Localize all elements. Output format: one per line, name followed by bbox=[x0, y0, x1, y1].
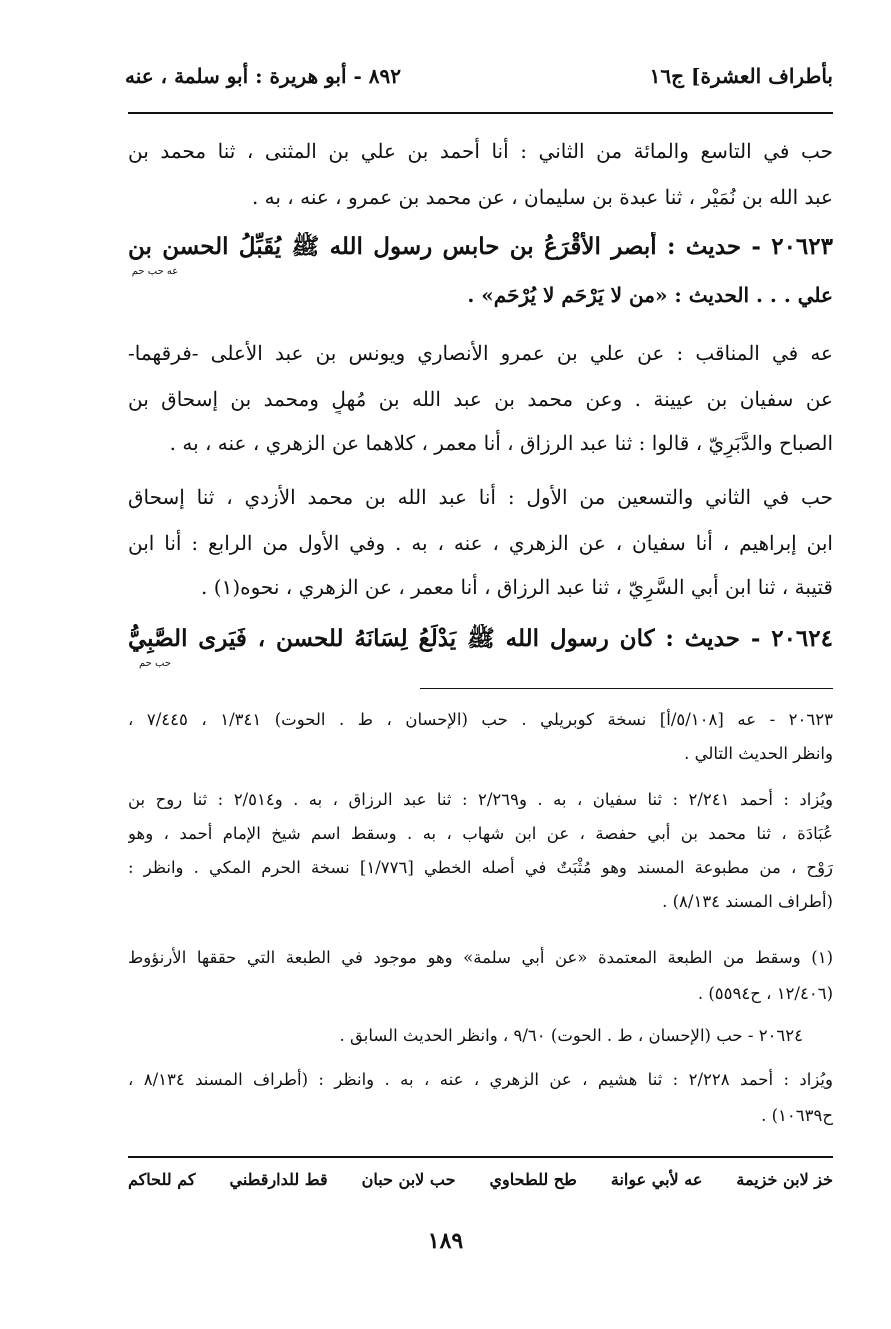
abbreviation-key bbox=[128, 1170, 833, 1189]
abbr-daraqutni: قط للدارقطني bbox=[229, 1170, 328, 1189]
footnote-line: ويُزاد : أحمد ٢/٢٤١ : ثنا سفيان ، به . و٢/٢٦٩ : ثنا عبد الرزاق ، به . و٢/٥١٤ : ثنا روح بن bbox=[128, 790, 833, 809]
abbr-hakim: كم للحاكم bbox=[128, 1170, 196, 1189]
footnote-line: ويُزاد : أحمد ٢/٢٢٨ : ثنا هشيم ، عن الزهري ، عنه ، به . وانظر : (أطراف المسند ٨/١٣٤ ، bbox=[128, 1070, 833, 1089]
body-line: عه في المناقب : عن علي بن عمرو الأنصاري ويونس بن عبد الأعلى -فرقهما- bbox=[128, 341, 833, 365]
body-line: عن سفيان بن عيينة . وعن محمد بن عبد الله بن مُهلٍ ومحمد بن إسحاق بن bbox=[128, 387, 833, 411]
body-line: الصباح والدَّبَرِيّ ، قالوا : ثنا عبد الرزاق ، أنا معمر ، كلاهما عن الزهري ، عنه ، به . bbox=[169, 431, 833, 455]
running-header bbox=[125, 58, 833, 98]
source-sigla: حب حم bbox=[138, 658, 172, 669]
footnote-line: (١٢/٤٠٦ ، ح٥٥٩٤) . bbox=[697, 984, 833, 1003]
body-line: حب في التاسع والمائة من الثاني : أنا أحمد بن علي بن المثنى ، ثنا محمد بن bbox=[128, 139, 833, 163]
body-line: قتيبة ، ثنا ابن أبي السَّرِيّ ، ثنا عبد الرزاق ، أنا معمر ، عن الزهري ، نحوه(١) . bbox=[201, 575, 833, 599]
source-sigla: عه حب حم bbox=[131, 266, 179, 277]
abbr-abu-awana: عه لأبي عوانة bbox=[610, 1170, 703, 1189]
header-book-title: بأطراف العشرة] ج١٦ bbox=[649, 64, 833, 88]
footer-rule bbox=[128, 1156, 833, 1158]
body-line: ابن إبراهيم ، أنا سفيان ، عن الزهري ، عنه ، به . وفي الأول من الرابع : أنا ابن bbox=[128, 531, 833, 555]
footnote-rule bbox=[420, 688, 833, 689]
footnote-line: ٢٠٦٢٣ - عه [٥/١٠٨/أ] نسخة كوبريلي . حب (الإحسان ، ط . الحوت) ١/٣٤١ ، ٧/٤٤٥ ، bbox=[128, 710, 833, 729]
hadith-heading: ٢٠٦٢٤ - حديث : كان رسول الله ﷺ يَدْلَعُ لِسَانَهُ للحسن ، فَيَرى الصَّبِيُّ bbox=[128, 625, 833, 652]
hadith-heading: ٢٠٦٢٣ - حديث : أبصر الأَقْرَعُ بن حابس رسول الله ﷺ يُقَبِّلُ الحسن بن bbox=[128, 233, 833, 260]
footnote-line: وانظر الحديث التالي . bbox=[684, 744, 833, 763]
abbr-ibn-khuzayma: خز لابن خزيمة bbox=[736, 1170, 833, 1189]
abbr-tahawi: طح للطحاوي bbox=[489, 1170, 577, 1189]
page-number: ١٨٩ bbox=[427, 1228, 464, 1254]
body-line: حب في الثاني والتسعين من الأول : أنا عبد الله بن محمد الأزدي ، ثنا إسحاق bbox=[128, 485, 833, 509]
body-line: علي . . . الحديث : «من لا يَرْحَم لا يُرْحَم» . bbox=[467, 283, 833, 307]
header-rule bbox=[128, 112, 833, 114]
abbr-ibn-hibban: حب لابن حبان bbox=[361, 1170, 456, 1189]
footnote-line: (أطراف المسند ٨/١٣٤) . bbox=[662, 892, 833, 911]
header-section: ٨٩٢ - أبو هريرة : أبو سلمة ، عنه bbox=[125, 64, 402, 88]
footnote-line: ٢٠٦٢٤ - حب (الإحسان ، ط . الحوت) ٩/٦٠ ، وانظر الحديث السابق . bbox=[339, 1026, 803, 1045]
footnote-line: (١) وسقط من الطبعة المعتمدة «عن أبي سلمة» وهو موجود في الطبعة التي حققها الأرنؤوط bbox=[128, 948, 833, 967]
footnote-line: رَوْح ، من مطبوعة المسند وهو مُثْبَتٌ في أصله الخطي [١/٧٧٦] نسخة الحرم المكي . وانظر : bbox=[128, 858, 833, 877]
body-line: عبد الله بن نُمَيْر ، ثنا عبدة بن سليمان ، عن محمد بن عمرو ، عنه ، به . bbox=[251, 185, 833, 209]
footnote-line: ح١٠٦٣٩) . bbox=[761, 1106, 833, 1125]
footnote-line: عُبَادَة ، ثنا محمد بن أبي حفصة ، عن ابن شهاب ، به . وسقط اسم شيخ الإمام أحمد ، وهو bbox=[128, 824, 833, 843]
